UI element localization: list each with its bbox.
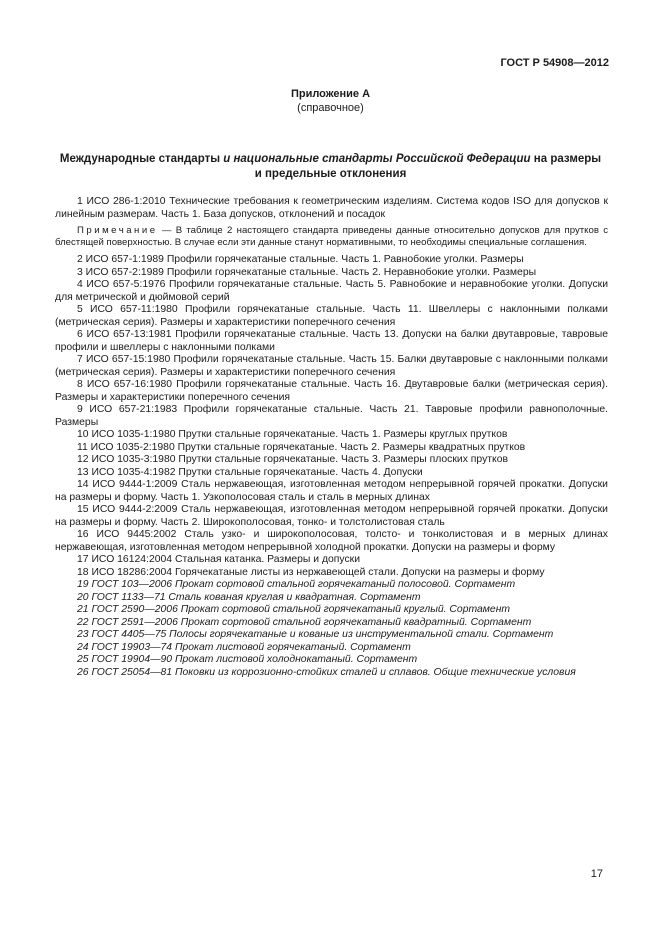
standard-item: 23 ГОСТ 4405—75 Полосы горячекатаные и кованые из инструментальной стали. Сортамент <box>77 629 554 640</box>
standard-item: 18 ИСО 18286:2004 Горячекатаные листы из нержавеющей стали. Допуски на размеры и форму <box>77 566 545 578</box>
standard-item: 11 ИСО 1035-2:1980 Прутки стальные горячекатаные. Часть 2. Размеры квадратных прутков <box>77 441 526 453</box>
standard-item: 13 ИСО 1035-4:1982 Прутки стальные горячекатаные. Часть 4. Допуски <box>77 466 423 478</box>
standards-list <box>55 196 608 679</box>
note-paragraph: Примечание — В таблице 2 настоящего стандарта приведены данные относительно допусков для прутков с блестящей поверхностью. В случае если эти данные станут нормативными, то необходимы специальные соглашения. <box>55 225 608 248</box>
standard-item: 9 ИСО 657-21:1983 Профили горячекатаные стальные. Часть 21. Тавровые профили равнополочные. Размеры <box>55 404 608 428</box>
standard-item: 6 ИСО 657-13:1981 Профили горячекатаные стальные. Часть 13. Допуски на балки двутавровые, тавровые профили и швеллеры с наклонными полками <box>55 329 608 353</box>
standard-item: 22 ГОСТ 2591—2006 Прокат сортовой стальной горячекатаный квадратный. Сортамент <box>77 616 532 628</box>
standard-item: 16 ИСО 9445:2002 Сталь узко- и широкополосовая, толсто- и тонколистовая и в мерных длинах нержавеющая, изготовленная методом непрерывной холодной прокатки. Допуски на размеры и форму <box>55 529 608 553</box>
heading-part3: на размеры <box>530 153 602 165</box>
standard-item: 25 ГОСТ 19904—90 Прокат листовой холоднокатаный. Сортамент <box>77 654 418 665</box>
standard-item: 21 ГОСТ 2590—2006 Прокат сортовой стальной горячекатаный круглый. Сортамент <box>77 604 511 615</box>
appendix-title: Приложение А <box>290 88 371 100</box>
heading-part2-italic: и национальные стандарты Российской Федерации <box>223 153 531 165</box>
standard-item: 26 ГОСТ 25054—81 Поковки из коррозионно-стойких сталей и сплавов. Общие технические условия <box>77 666 576 678</box>
appendix-subtitle: (справочное) <box>297 102 364 114</box>
standard-item: 8 ИСО 657-16:1980 Профили горячекатаные стальные. Часть 16. Двутавровые балки (метрическая серия). Размеры и характеристики поперечного сечения <box>55 379 608 403</box>
appendix-header <box>0 87 661 115</box>
standard-item: 20 ГОСТ 1133—71 Сталь кованая круглая и квадратная. Сортамент <box>77 591 421 603</box>
note-label: Примечание <box>77 225 158 236</box>
standard-item: 17 ИСО 16124:2004 Стальная катанка. Размеры и допуски <box>77 554 361 565</box>
page-number: 17 <box>590 868 603 880</box>
standard-item: 1 ИСО 286-1:2010 Технические требования к геометрическим изделиям. Система кодов ISO для допусков к линейным размерам. Часть 1. База допусков, отклонений и посадок <box>55 196 608 220</box>
standard-item: 2 ИСО 657-1:1989 Профили горячекатаные стальные. Часть 1. Равнобокие уголки. Размеры <box>77 254 524 265</box>
standard-item: 7 ИСО 657-15:1980 Профили горячекатаные стальные. Часть 15. Балки двутавровые с наклонными полками (метрическая серия). Размеры и характеристики поперечного сечения <box>55 354 608 378</box>
document-code: ГОСТ Р 54908—2012 <box>500 57 609 69</box>
standard-item: 10 ИСО 1035-1:1980 Прутки стальные горячекатаные. Часть 1. Размеры круглых прутков <box>77 429 508 440</box>
standard-item: 24 ГОСТ 19903—74 Прокат листовой горячекатаный. Сортамент <box>77 641 411 653</box>
heading-part1: Международные стандарты <box>59 153 224 165</box>
standard-item: 4 ИСО 657-5:1976 Профили горячекатаные стальные. Часть 5. Равнобокие и неравнобокие уголки. Допуски для метрической и дюймовой серий <box>55 279 608 303</box>
standard-item: 5 ИСО 657-11:1980 Профили горячекатаные стальные. Часть 11. Швеллеры с наклонными полками (метрическая серия). Размеры и характеристики поперечного сечения <box>55 304 608 328</box>
standard-item: 12 ИСО 1035-3:1980 Прутки стальные горячекатаные. Часть 3. Размеры плоских прутков <box>77 454 509 465</box>
section-heading-line1 <box>45 152 616 167</box>
standard-item: 14 ИСО 9444-1:2009 Сталь нержавеющая, изготовленная методом непрерывной горячей прокатки. Допуски на размеры и форму. Часть 1. Узкополосовая сталь и сталь в мерных длинах <box>55 479 608 503</box>
section-heading <box>45 152 616 181</box>
section-heading-line2: и предельные отклонения <box>254 167 407 180</box>
standard-item: 19 ГОСТ 103—2006 Прокат сортовой стальной горячекатаный полосовой. Сортамент <box>77 579 516 590</box>
standard-item: 3 ИСО 657-2:1989 Профили горячекатаные стальные. Часть 2. Неравнобокие уголки. Размеры <box>77 266 537 278</box>
standard-item: 15 ИСО 9444-2:2009 Сталь нержавеющая, изготовленная методом непрерывной горячей прокатки. Допуски на размеры и форму. Часть 2. Широкополосовая, тонко- и толстолистовая сталь <box>55 504 608 528</box>
